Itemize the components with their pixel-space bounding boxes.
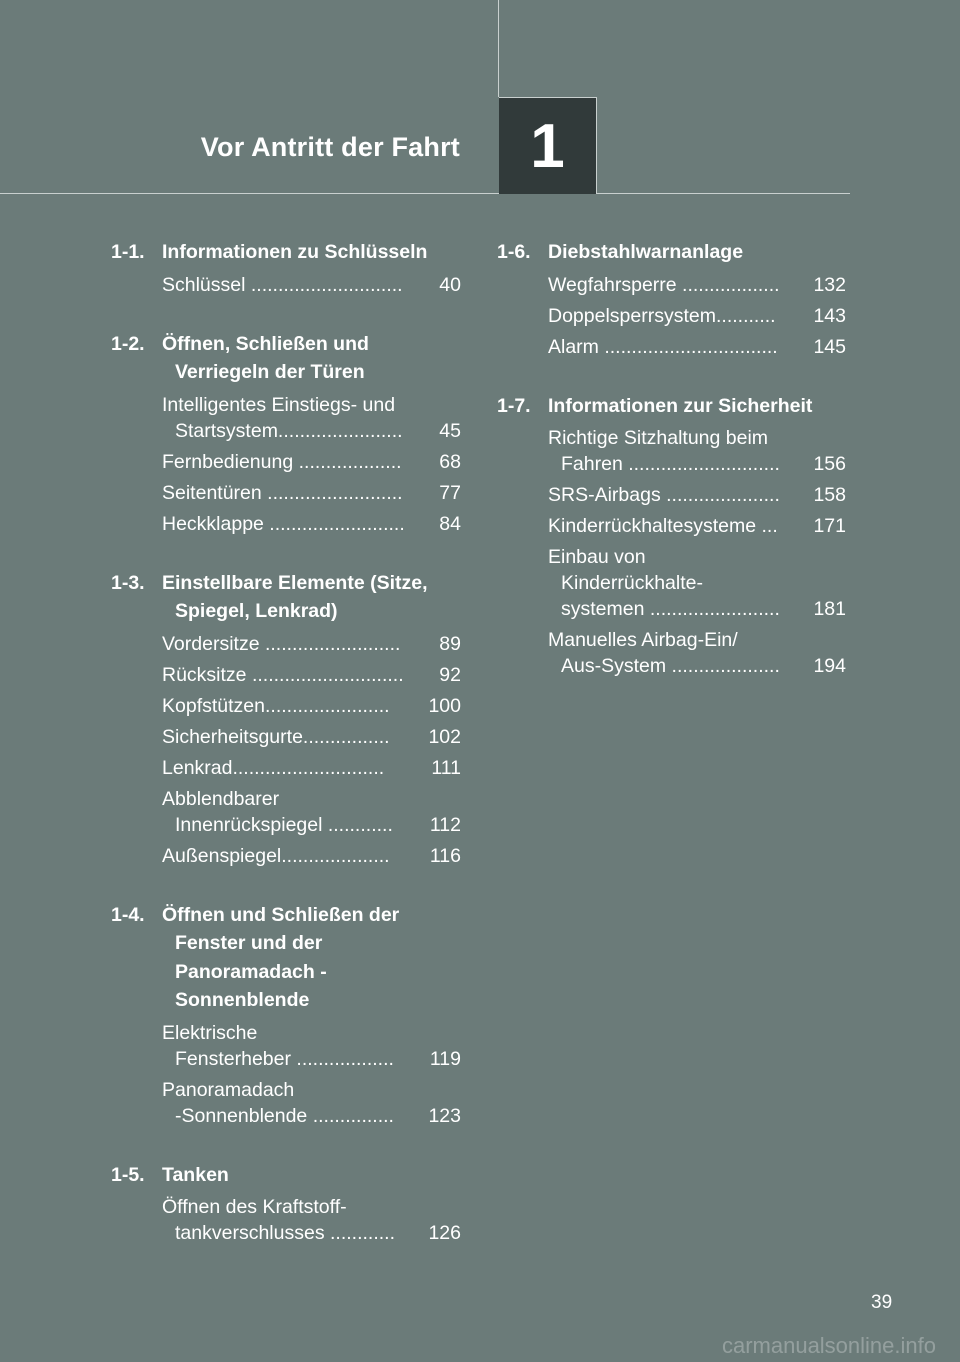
toc-section bbox=[111, 569, 461, 869]
toc-section bbox=[111, 901, 461, 1129]
toc-section bbox=[111, 1161, 461, 1247]
toc-entry-title: Richtige Sitzhaltung beim Fahren ............................ bbox=[548, 427, 780, 475]
toc-entry-title: Panoramadach -Sonnenblende ............... bbox=[162, 1078, 394, 1127]
toc-entry-page: 68 bbox=[439, 450, 461, 473]
section-heading[interactable] bbox=[497, 238, 846, 267]
section-number: 1-2. bbox=[111, 332, 145, 355]
section-heading[interactable] bbox=[111, 330, 461, 387]
section-heading[interactable] bbox=[111, 901, 461, 1015]
toc-entry-page: 84 bbox=[439, 512, 461, 535]
toc-entry-title: Abblendbarer Innenrückspiegel ............ bbox=[162, 787, 393, 836]
section-number: 1-1. bbox=[111, 241, 145, 263]
section-title: Informationen zur Sicherheit bbox=[548, 394, 813, 417]
toc-entry-title: Kopfstützen....................... bbox=[162, 694, 390, 717]
toc-entry-title: Intelligentes Einstiegs- und Startsystem....................... bbox=[162, 393, 403, 442]
header-divider-horizontal bbox=[0, 193, 850, 194]
toc-entry-title: Manuelles Airbag-Ein/ Aus-System .................... bbox=[548, 629, 780, 677]
toc-entry[interactable] bbox=[162, 1194, 461, 1246]
toc-entry[interactable] bbox=[162, 480, 461, 506]
toc-entry-page: 126 bbox=[428, 1222, 461, 1244]
page-number: 39 bbox=[871, 1292, 893, 1313]
section-title: Öffnen, Schließen und Verriegeln der Türen bbox=[162, 332, 369, 383]
toc-entry-page: 145 bbox=[813, 335, 846, 358]
section-heading[interactable] bbox=[111, 1161, 461, 1190]
toc-right-column bbox=[497, 238, 846, 711]
toc-entry-page: 119 bbox=[429, 1047, 461, 1070]
section-heading[interactable] bbox=[497, 392, 846, 421]
section-title: Diebstahlwarnanlage bbox=[548, 241, 744, 263]
toc-section bbox=[497, 392, 846, 680]
toc-entry-title: Öffnen des Kraftstoff- tankverschlusses ............ bbox=[162, 1196, 395, 1244]
toc-entry-page: 181 bbox=[813, 598, 846, 620]
toc-entry-page: 40 bbox=[439, 273, 461, 296]
chapter-number: 1 bbox=[530, 111, 565, 181]
toc-entry-page: 116 bbox=[429, 844, 461, 867]
section-title: Einstellbare Elemente (Sitze, Spiegel, Lenkrad) bbox=[162, 571, 428, 622]
toc-entry-page: 112 bbox=[429, 813, 461, 836]
toc-entry-title: Seitentüren ......................... bbox=[162, 481, 403, 504]
toc-entry-title: Doppelsperrsystem........... bbox=[548, 304, 776, 327]
toc-entry-page: 102 bbox=[428, 725, 461, 748]
toc-entry-title: Außenspiegel.................... bbox=[162, 844, 390, 867]
toc-entry[interactable] bbox=[162, 662, 461, 688]
toc-section bbox=[497, 238, 846, 360]
toc-entry[interactable] bbox=[162, 786, 461, 838]
toc-entry-page: 111 bbox=[431, 756, 461, 779]
toc-entry[interactable] bbox=[162, 724, 461, 750]
section-number: 1-6. bbox=[497, 241, 531, 263]
toc-entry-page: 123 bbox=[428, 1104, 461, 1127]
toc-entry[interactable] bbox=[548, 513, 846, 539]
toc-entry[interactable] bbox=[548, 544, 846, 622]
chapter-number-box bbox=[499, 97, 597, 194]
toc-entry[interactable] bbox=[548, 334, 846, 360]
toc-entry-page: 156 bbox=[813, 453, 846, 475]
section-number: 1-7. bbox=[497, 394, 531, 417]
toc-entry[interactable] bbox=[162, 511, 461, 537]
toc-entry-page: 100 bbox=[428, 694, 461, 717]
section-number: 1-5. bbox=[111, 1163, 145, 1186]
toc-entry[interactable] bbox=[162, 392, 461, 444]
toc-entry-title: Schlüssel ............................ bbox=[162, 273, 403, 296]
toc-entry-page: 89 bbox=[439, 632, 461, 655]
toc-entry-title: Sicherheitsgurte................ bbox=[162, 725, 390, 748]
toc-entry-title: Rücksitze ............................ bbox=[162, 663, 404, 686]
toc-entry-page: 45 bbox=[439, 419, 461, 442]
toc-entry[interactable] bbox=[162, 1020, 461, 1072]
toc-entry-page: 143 bbox=[813, 304, 846, 327]
section-title: Informationen zu Schlüsseln bbox=[162, 241, 428, 263]
watermark: carmanualsonline.info bbox=[721, 1333, 936, 1358]
toc-entry-page: 194 bbox=[813, 655, 846, 677]
toc-section bbox=[111, 238, 461, 298]
toc-entry-title: Fernbedienung ................... bbox=[162, 450, 402, 473]
toc-entry[interactable] bbox=[162, 843, 461, 869]
toc-entry[interactable] bbox=[548, 482, 846, 508]
section-heading[interactable] bbox=[111, 238, 461, 267]
toc-entry-title: Einbau von Kinderrückhalte- systemen ........................ bbox=[548, 546, 780, 620]
toc-entry-page: 77 bbox=[439, 481, 461, 504]
section-number: 1-4. bbox=[111, 903, 145, 926]
section-title: Tanken bbox=[162, 1163, 229, 1186]
toc-entry[interactable] bbox=[162, 631, 461, 657]
toc-entry-page: 171 bbox=[813, 515, 846, 537]
toc-entry-title: SRS-Airbags ..................... bbox=[548, 484, 780, 506]
header-divider-vertical bbox=[498, 0, 499, 97]
section-title: Öffnen und Schließen der Fenster und der Panoramadach -Sonnenblende bbox=[162, 903, 400, 1011]
toc-entry[interactable] bbox=[548, 627, 846, 679]
toc-entry-title: Lenkrad............................ bbox=[162, 756, 385, 779]
toc-entry-page: 92 bbox=[439, 663, 461, 686]
toc-entry-title: Heckklappe ......................... bbox=[162, 512, 405, 535]
toc-entry-title: Kinderrückhaltesysteme ... bbox=[548, 515, 778, 537]
toc-entry-page: 158 bbox=[813, 484, 846, 506]
toc-entry[interactable] bbox=[162, 1077, 461, 1129]
toc-entry[interactable] bbox=[548, 425, 846, 477]
toc-entry-title: Vordersitze ......................... bbox=[162, 632, 401, 655]
toc-entry[interactable] bbox=[162, 272, 461, 298]
toc-entry[interactable] bbox=[162, 449, 461, 475]
section-heading[interactable] bbox=[111, 569, 461, 626]
toc-section bbox=[111, 330, 461, 537]
toc-entry[interactable] bbox=[548, 272, 846, 298]
toc-entry-page: 132 bbox=[813, 273, 846, 296]
section-number: 1-3. bbox=[111, 571, 145, 594]
toc-entry-title: Wegfahrsperre .................. bbox=[548, 273, 780, 296]
toc-entry-title: Elektrische Fensterheber .................. bbox=[162, 1021, 394, 1070]
toc-entry[interactable] bbox=[548, 303, 846, 329]
chapter-title: Vor Antritt der Fahrt bbox=[200, 132, 460, 162]
toc-entry-title: Alarm ................................ bbox=[548, 335, 778, 358]
toc-left-column bbox=[111, 238, 461, 1278]
toc-entry[interactable] bbox=[162, 755, 461, 781]
toc-entry[interactable] bbox=[162, 693, 461, 719]
